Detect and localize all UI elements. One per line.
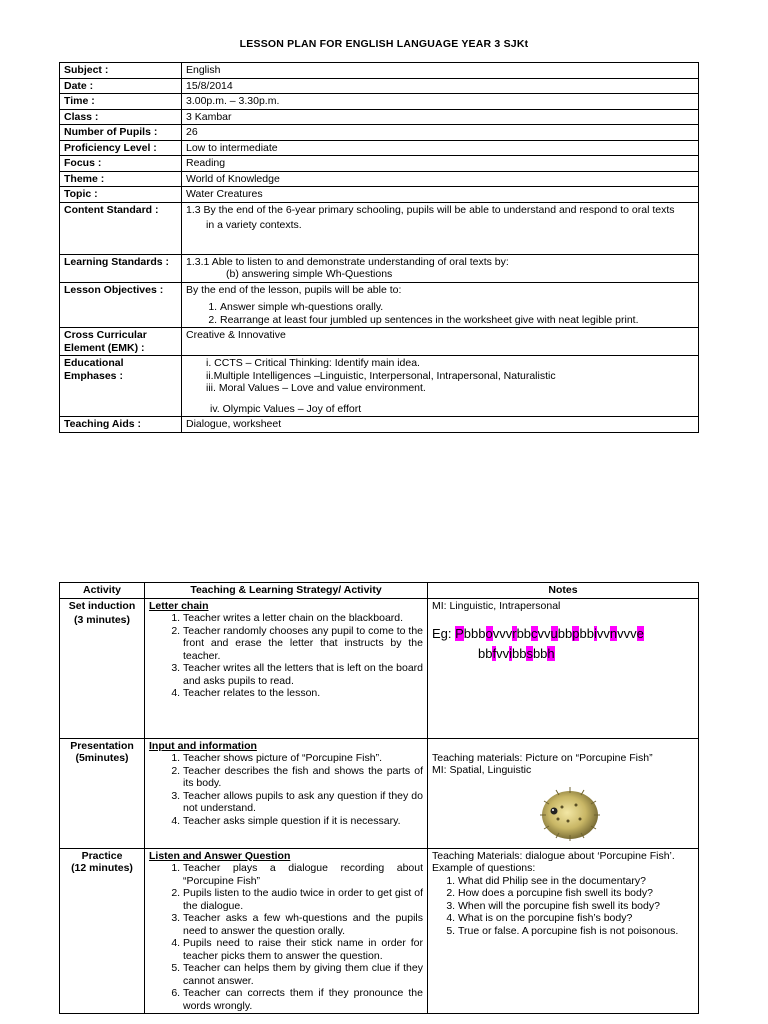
filler-letters: vvv [617, 626, 637, 641]
time-label: Time : [60, 94, 182, 110]
class-label: Class : [60, 109, 182, 125]
list-item: 2. Teacher describes the fish and shows the parts of its body. [183, 765, 423, 790]
highlighted-letter: f [492, 646, 497, 661]
filler-letters: bb [557, 626, 573, 641]
list-item: 2. Rearrange at least four jumbled up sentences in the worksheet give with neat legible print. [220, 314, 694, 327]
highlighted-letter: u [550, 626, 558, 641]
filler-letters: bb [516, 626, 532, 641]
objectives-label: Lesson Objectives : [60, 282, 182, 328]
list-item: 1. What did Philip see in the documentary? [458, 875, 694, 888]
subject-value: English [182, 63, 699, 79]
list-item: 4. What is on the porcupine fish’s body? [458, 912, 694, 925]
list-item: 4. Teacher asks simple question if it is necessary. [183, 815, 423, 828]
example-label: Eg: [432, 626, 456, 641]
activity-header: Activity [60, 583, 145, 599]
focus-label: Focus : [60, 156, 182, 172]
filler-letters: vv [596, 626, 610, 641]
list-item: 3. Teacher asks a few wh-questions and the pupils need to answer the question orally. [183, 912, 423, 937]
set-induction-cell [60, 598, 145, 738]
highlighted-letter: i [509, 646, 512, 661]
notes-text: Example of questions: [432, 862, 536, 874]
notes-text: Teaching Materials: dialogue about ‘Porcupine Fish’. [432, 849, 675, 862]
list-item: 5. True or false. A porcupine fish is not poisonous. [458, 925, 694, 938]
page-title: LESSON PLAN FOR ENGLISH LANGUAGE YEAR 3 SJKt [239, 38, 529, 50]
highlighted-letter: i [593, 626, 597, 641]
presentation-cell [60, 738, 145, 848]
filler-letters: bb [579, 626, 594, 641]
emphases-value [182, 356, 699, 417]
highlighted-letter: c [531, 626, 538, 641]
list-item: 1. Answer simple wh-questions orally. [220, 301, 694, 314]
notes-text: Teaching materials: Picture on “Porcupine Fish” [432, 751, 653, 764]
filler-letters: bb [478, 646, 493, 661]
list-item: 2. Pupils listen to the audio twice in order to get gist of the dialogue. [183, 887, 423, 912]
proficiency-value: Low to intermediate [182, 140, 699, 156]
emphases-line: iv. Olympic Values – Joy of effort [210, 402, 362, 415]
letter-chain-line [432, 646, 555, 661]
list-item: 4. Teacher relates to the lesson. [183, 687, 423, 700]
practice-cell [60, 848, 145, 1014]
letter-chain-example [432, 624, 694, 664]
learning-standards-value [182, 254, 699, 282]
strategy-header: Teaching & Learning Strategy/ Activity [145, 583, 428, 599]
learning-standards-line: 1.3.1 Able to listen to and demonstrate understanding of oral texts by: [186, 255, 509, 268]
cross-curricular-label: Cross Curricular Element (EMK) : [60, 328, 182, 356]
topic-value: Water Creatures [182, 187, 699, 203]
proficiency-label: Proficiency Level : [60, 140, 182, 156]
strategy-heading: Letter chain [149, 599, 209, 612]
cross-curricular-value: Creative & Innovative [182, 328, 699, 356]
highlighted-letter: s [526, 646, 533, 661]
presentation-notes [428, 738, 699, 848]
filler-letters: bb [511, 646, 527, 661]
learning-standards-label: Learning Standards : [60, 254, 182, 282]
emphases-line: i. CCTS – Critical Thinking: Identify main idea. [206, 357, 420, 369]
date-label: Date : [60, 78, 182, 94]
porcupine-fish-image [532, 785, 608, 843]
strategy-list [149, 612, 423, 700]
emphases-line: ii.Multiple Intelligences –Linguistic, Interpersonal, Intrapersonal, Naturalistic [206, 369, 556, 382]
emphases-line: iii. Moral Values – Love and value environment. [206, 382, 426, 394]
learning-standards-line: (b) answering simple Wh-Questions [226, 268, 393, 280]
topic-label: Topic : [60, 187, 182, 203]
content-standard-line: 1.3 By the end of the 6-year primary schooling, pupils will be able to understand and respond to oral texts [186, 203, 675, 216]
theme-label: Theme : [60, 171, 182, 187]
teaching-aids-value: Dialogue, worksheet [182, 417, 699, 433]
time-value: 3.00p.m. – 3.30p.m. [182, 94, 699, 110]
filler-letters: vv [496, 646, 510, 661]
list-item: 3. Teacher allows pupils to ask any question if they do not understand. [183, 790, 423, 815]
content-standard-line: in a variety contexts. [206, 219, 302, 231]
activity-name: Practice [81, 849, 123, 862]
letter-chain-line [455, 626, 644, 641]
list-item: 5. Teacher can helps them by giving them clue if they cannot answer. [183, 962, 423, 987]
highlighted-letter: o [485, 626, 493, 641]
notes-text: MI: Spatial, Linguistic [432, 764, 532, 776]
highlighted-letter: r [512, 626, 517, 641]
filler-letters: vv [537, 626, 551, 641]
strategy-list [149, 752, 423, 827]
objectives-intro: By the end of the lesson, pupils will be able to: [186, 283, 402, 296]
date-value: 15/8/2014 [182, 78, 699, 94]
lesson-info-table [59, 62, 699, 433]
questions-list [432, 875, 694, 938]
content-standard-value [182, 202, 699, 254]
list-item: 2. How does a porcupine fish swell its body? [458, 887, 694, 900]
practice-notes [428, 848, 699, 1014]
subject-label: Subject : [60, 63, 182, 79]
filler-letters: bb [532, 646, 548, 661]
list-item: 1. Teacher shows picture of “Porcupine Fish”. [183, 752, 423, 765]
activity-time: (12 minutes) [71, 862, 133, 874]
highlighted-letter: h [547, 646, 555, 661]
strategy-heading: Input and information [149, 739, 257, 752]
highlighted-letter: p [572, 626, 580, 641]
filler-letters: vvv [492, 626, 513, 641]
list-item: 1. Teacher plays a dialogue recording about “Porcupine Fish” [183, 862, 423, 887]
activity-name: Set induction [68, 599, 136, 612]
objectives-list [186, 301, 694, 326]
objectives-value [182, 282, 699, 328]
class-value: 3 Kambar [182, 109, 699, 125]
teaching-aids-label: Teaching Aids : [60, 417, 182, 433]
pupils-label: Number of Pupils : [60, 125, 182, 141]
set-induction-strategy [145, 598, 428, 738]
list-item: 3. When will the porcupine fish swell its body? [458, 900, 694, 913]
activity-name: Presentation [70, 739, 134, 752]
presentation-strategy [145, 738, 428, 848]
list-item: 2. Teacher randomly chooses any pupil to come to the front and erase the letter that instructs by the teacher. [183, 625, 423, 663]
highlighted-letter: e [636, 626, 644, 641]
highlighted-letter: P [455, 626, 464, 641]
focus-value: Reading [182, 156, 699, 172]
list-item: 3. Teacher writes all the letters that is left on the board and asks pupils to read. [183, 662, 423, 687]
list-item: 6. Teacher can corrects them if they pronounce the words wrongly. [183, 987, 423, 1012]
set-induction-notes [428, 598, 699, 738]
activity-time: (3 minutes) [73, 614, 130, 626]
theme-value: World of Knowledge [182, 171, 699, 187]
activity-time: (5minutes) [75, 752, 129, 764]
practice-strategy [145, 848, 428, 1014]
lesson-steps-table [59, 582, 699, 1014]
notes-header: Notes [428, 583, 699, 599]
filler-letters: bbb [463, 626, 486, 641]
strategy-list [149, 862, 423, 1012]
list-item: 4. Pupils need to raise their stick name in order for teacher picks them to answer the question. [183, 937, 423, 962]
notes-text: MI: Linguistic, Intrapersonal [432, 599, 561, 612]
highlighted-letter: n [609, 626, 618, 641]
strategy-heading: Listen and Answer Question [149, 849, 291, 862]
list-item: 1. Teacher writes a letter chain on the blackboard. [183, 612, 423, 625]
content-standard-label: Content Standard : [60, 202, 182, 254]
emphases-label: Educational Emphases : [60, 356, 182, 417]
pupils-value: 26 [182, 125, 699, 141]
